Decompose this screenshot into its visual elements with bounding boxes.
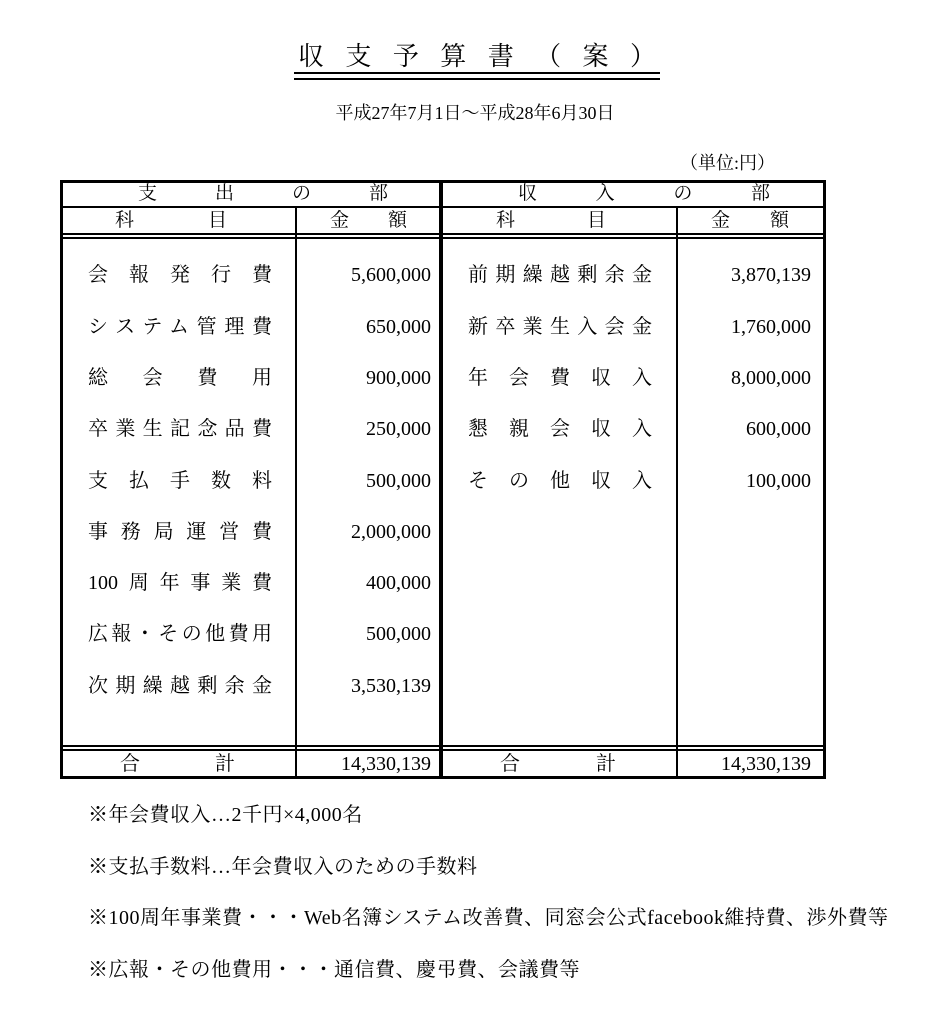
income-item: そ の 他 収 入	[468, 470, 652, 492]
center-divider	[439, 180, 443, 778]
footnote: ※年会費収入…2千円×4,000名	[88, 804, 363, 826]
unit-label: （単位:円）	[680, 153, 776, 173]
expenditure-amount: 650,000	[366, 316, 431, 338]
income-section-header: 収 入 の 部	[518, 183, 770, 204]
expenditure-total-amount: 14,330,139	[341, 753, 431, 775]
expenditure-item: 100周年事業費	[88, 572, 272, 594]
expenditure-amount: 2,000,000	[351, 521, 431, 543]
expenditure-amount: 900,000	[366, 367, 431, 389]
income-amount: 100,000	[746, 470, 811, 492]
document-title: 収 支 予 算 書 （ 案 ）	[298, 42, 656, 71]
income-item: 新卒業生入会金	[468, 316, 652, 338]
expenditure-item: 次期繰越剰余金	[88, 675, 272, 697]
income-amount: 600,000	[746, 418, 811, 440]
expenditure-section-header: 支 出 の 部	[138, 183, 388, 204]
header-rule	[63, 206, 823, 208]
expenditure-item: 卒業生記念品費	[88, 418, 272, 440]
footnote: ※支払手数料…年会費収入のための手数料	[88, 856, 478, 878]
footnote: ※広報・その他費用・・・通信費、慶弔費、会議費等	[88, 959, 580, 981]
footnote: ※100周年事業費・・・Web名簿システム改善費、同窓会公式facebook維持費、渉外費等	[88, 907, 889, 929]
expenditure-item-column-header: 科 目	[115, 210, 227, 231]
expenditure-total-label: 合 計	[120, 753, 235, 775]
income-amount: 3,870,139	[731, 264, 811, 286]
income-item-column-header: 科 目	[496, 210, 606, 231]
income-amount: 1,760,000	[731, 316, 811, 338]
income-total-amount: 14,330,139	[721, 753, 811, 775]
income-total-label: 合 計	[500, 753, 616, 775]
expenditure-column-divider	[295, 207, 297, 778]
expenditure-amount: 400,000	[366, 572, 431, 594]
expenditure-item: 広報・その他費用	[88, 623, 272, 645]
expenditure-item: 総 会 費 用	[88, 367, 272, 389]
title-double-underline	[294, 72, 660, 80]
expenditure-item: 支 払 手 数 料	[88, 470, 272, 492]
expenditure-amount-column-header: 金 額	[330, 210, 407, 231]
expenditure-item: 事務局運営費	[88, 521, 272, 543]
expenditure-amount: 5,600,000	[351, 264, 431, 286]
fiscal-period: 平成27年7月1日～平成28年6月30日	[335, 103, 615, 123]
income-item: 前期繰越剰余金	[468, 264, 652, 286]
expenditure-amount: 500,000	[366, 470, 431, 492]
expenditure-item: 会 報 発 行 費	[88, 264, 272, 286]
income-amount-column-header: 金 額	[711, 210, 789, 231]
expenditure-amount: 3,530,139	[351, 675, 431, 697]
header-double-rule	[63, 233, 823, 239]
income-amount: 8,000,000	[731, 367, 811, 389]
income-item: 年 会 費 収 入	[468, 367, 652, 389]
expenditure-amount: 500,000	[366, 623, 431, 645]
expenditure-amount: 250,000	[366, 418, 431, 440]
income-item: 懇 親 会 収 入	[468, 418, 652, 440]
expenditure-item: システム管理費	[88, 316, 272, 338]
income-column-divider	[676, 207, 678, 778]
